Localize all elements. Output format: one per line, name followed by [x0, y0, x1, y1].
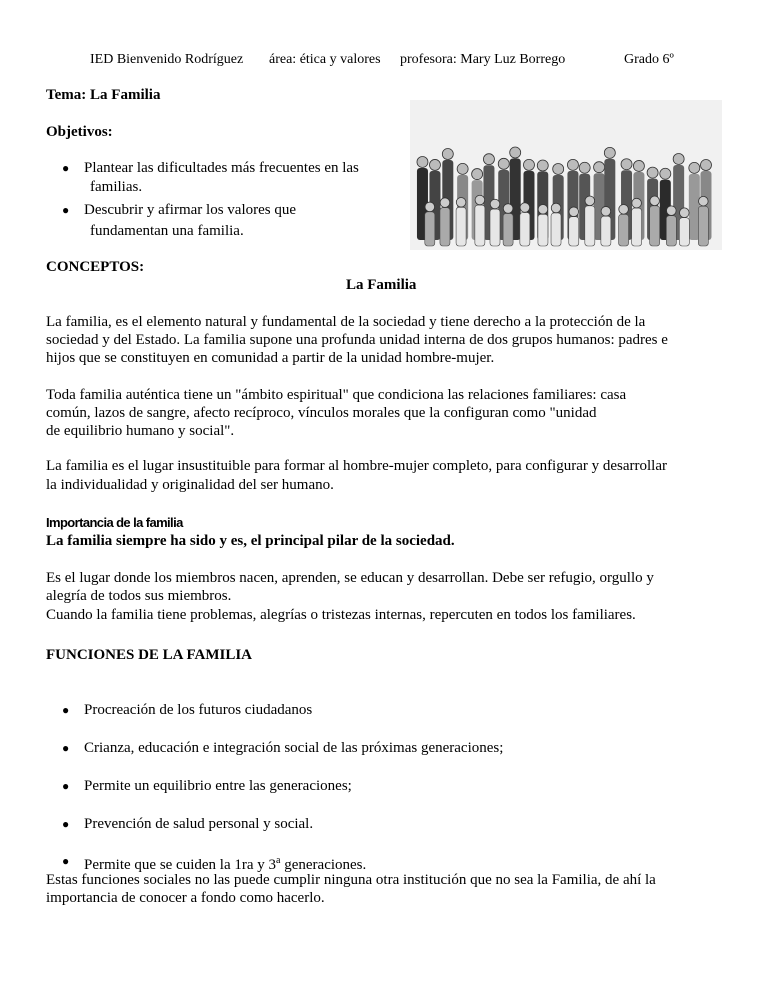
person-head	[567, 159, 578, 170]
child-figure	[440, 208, 450, 246]
bullet-icon: ●	[62, 203, 70, 217]
child-figure	[698, 206, 708, 246]
bullet-icon: ●	[62, 854, 70, 868]
grade-label: Grado 6º	[624, 52, 674, 67]
person-head	[510, 147, 521, 158]
child-head	[680, 208, 690, 218]
child-head	[475, 195, 485, 205]
child-figure	[601, 216, 611, 246]
person-head	[647, 167, 658, 178]
child-figure	[650, 206, 660, 246]
bullet-icon: ●	[62, 161, 70, 175]
bullet-icon: ●	[62, 779, 70, 793]
child-figure	[679, 218, 689, 246]
child-head	[632, 198, 642, 208]
functions-heading: FUNCIONES DE LA FAMILIA	[46, 647, 252, 663]
person-head	[429, 159, 440, 170]
person-head	[442, 149, 453, 160]
person-head	[417, 156, 428, 167]
importance-subtitle: La familia siempre ha sido y es, el principal pilar de la sociedad.	[46, 533, 455, 549]
child-head	[601, 206, 611, 216]
person-head	[594, 162, 605, 173]
objectives-heading: Objetivos:	[46, 124, 113, 140]
child-figure	[490, 209, 500, 246]
child-head	[619, 204, 629, 214]
family-group-illustration	[410, 100, 722, 250]
person-head	[579, 162, 590, 173]
person-head	[553, 163, 564, 174]
person-head	[660, 168, 671, 179]
child-figure	[632, 208, 642, 246]
teacher-name: profesora: Mary Luz Borrego	[400, 52, 566, 67]
person-head	[457, 163, 468, 174]
bullet-icon: ●	[62, 703, 70, 717]
child-head	[699, 196, 709, 206]
person-head	[621, 159, 632, 170]
person-head	[673, 153, 684, 164]
concepts-heading: CONCEPTOS:	[46, 259, 145, 275]
child-figure	[503, 213, 513, 246]
child-figure	[425, 212, 435, 246]
child-head	[490, 199, 500, 209]
child-head	[425, 202, 435, 212]
person-head	[523, 159, 534, 170]
child-head	[569, 207, 579, 217]
child-figure	[520, 212, 530, 246]
child-head	[585, 196, 595, 206]
subject-area: área: ética y valores	[269, 52, 381, 67]
child-head	[551, 203, 561, 213]
child-figure	[538, 214, 548, 246]
child-head	[538, 204, 548, 214]
bullet-icon: ●	[62, 817, 70, 831]
child-figure	[569, 217, 579, 246]
child-figure	[456, 207, 466, 246]
child-head	[667, 206, 677, 216]
topic-title: Tema: La Familia	[46, 87, 161, 103]
child-head	[440, 198, 450, 208]
person-head	[483, 154, 494, 165]
child-figure	[585, 206, 595, 246]
child-head	[520, 203, 530, 213]
concepts-subheading: La Familia	[346, 277, 417, 293]
child-figure	[475, 205, 485, 246]
child-head	[650, 196, 660, 206]
child-head	[503, 204, 513, 214]
bullet-icon: ●	[62, 741, 70, 755]
person-head	[537, 160, 548, 171]
person-head	[700, 160, 711, 171]
child-figure	[551, 213, 561, 246]
person-head	[498, 158, 509, 169]
child-figure	[619, 214, 629, 246]
person-head	[633, 160, 644, 171]
child-head	[456, 197, 466, 207]
person-head	[604, 147, 615, 158]
school-name: IED Bienvenido Rodríguez	[90, 52, 244, 67]
child-figure	[666, 216, 676, 246]
importance-title: Importancia de la familia	[46, 515, 183, 530]
person-head	[689, 162, 700, 173]
person-head	[472, 169, 483, 180]
